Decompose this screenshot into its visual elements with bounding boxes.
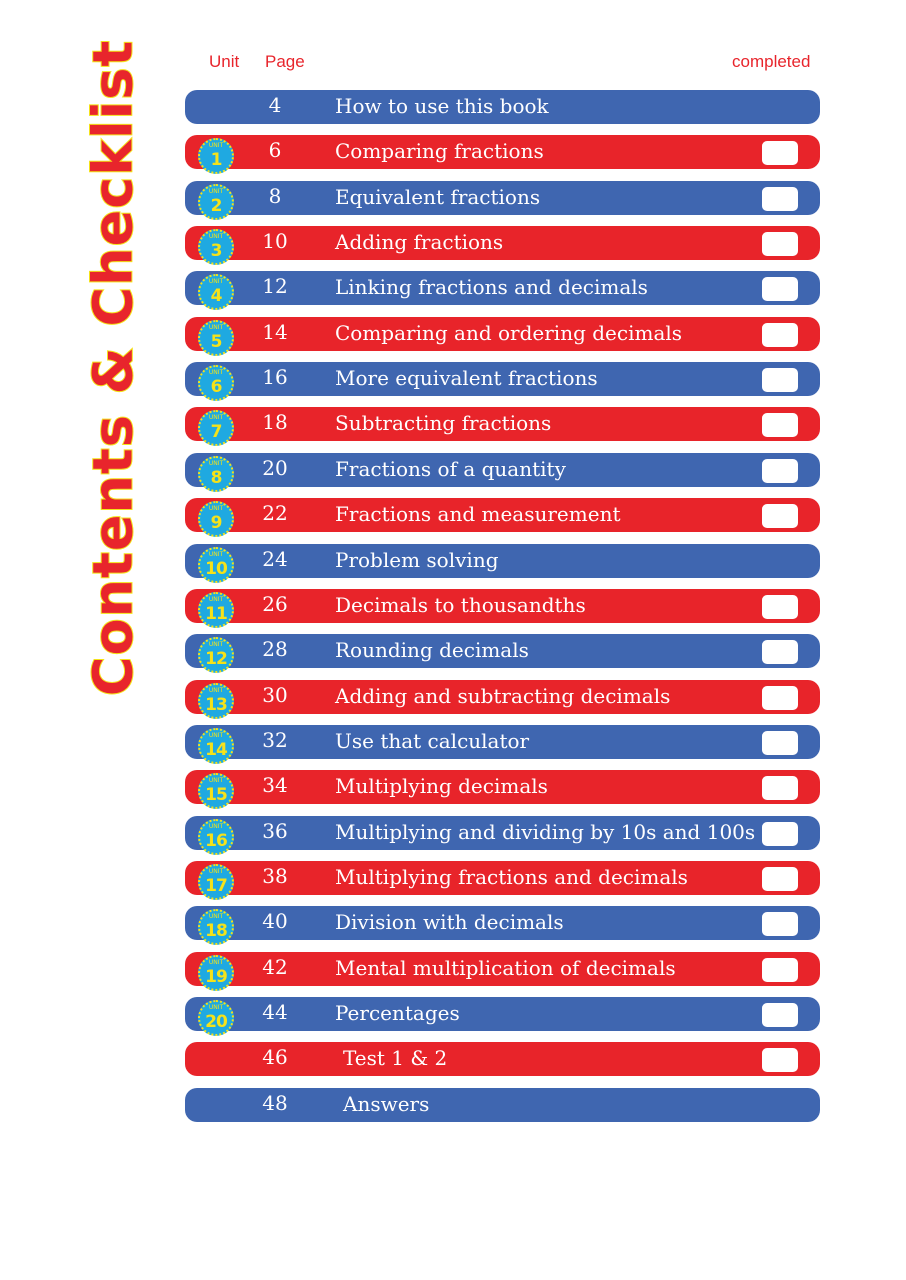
contents-row [185, 997, 820, 1031]
unit-badge-word: UNIT [208, 233, 224, 240]
section-title: Adding and subtracting decimals [335, 684, 671, 708]
unit-badge [198, 547, 234, 583]
unit-number: 1 [210, 150, 222, 170]
unit-number: 3 [210, 241, 222, 261]
unit-badge [198, 320, 234, 356]
completed-checkbox[interactable] [762, 413, 798, 437]
section-title: Subtracting fractions [335, 411, 552, 435]
contents-row [185, 362, 820, 396]
unit-badge [198, 955, 234, 991]
completed-checkbox[interactable] [762, 368, 798, 392]
unit-number: 8 [210, 468, 222, 488]
section-title: Mental multiplication of decimals [335, 956, 676, 980]
completed-checkbox[interactable] [762, 504, 798, 528]
completed-checkbox[interactable] [762, 232, 798, 256]
unit-badge-word: UNIT [208, 414, 224, 421]
page-number: 4 [268, 93, 282, 117]
contents-row [185, 861, 820, 895]
unit-number: 18 [205, 921, 227, 941]
section-title: Test 1 & 2 [343, 1046, 448, 1070]
unit-badge [198, 456, 234, 492]
completed-checkbox[interactable] [762, 912, 798, 936]
page-number: 46 [262, 1045, 288, 1069]
page-number: 12 [262, 274, 288, 298]
section-title: Decimals to thousandths [335, 593, 586, 617]
unit-number: 6 [210, 377, 222, 397]
section-title: Linking fractions and decimals [335, 275, 648, 299]
unit-badge [198, 1000, 234, 1036]
unit-badge-word: UNIT [208, 551, 224, 558]
unit-badge [198, 683, 234, 719]
page-number: 28 [262, 637, 288, 661]
contents-row [185, 544, 820, 578]
contents-row [185, 1088, 820, 1122]
completed-checkbox[interactable] [762, 731, 798, 755]
page-number: 30 [262, 683, 288, 707]
unit-badge-word: UNIT [208, 188, 224, 195]
unit-badge [198, 909, 234, 945]
page-number: 14 [262, 320, 288, 344]
section-title: Fractions of a quantity [335, 457, 566, 481]
completed-checkbox[interactable] [762, 686, 798, 710]
unit-badge [198, 819, 234, 855]
unit-number: 7 [210, 422, 222, 442]
section-title: Percentages [335, 1001, 460, 1025]
unit-number: 15 [205, 785, 227, 805]
completed-checkbox[interactable] [762, 187, 798, 211]
unit-badge-word: UNIT [208, 278, 224, 285]
section-title: Use that calculator [335, 729, 530, 753]
section-title: More equivalent fractions [335, 366, 598, 390]
page-number: 40 [262, 909, 288, 933]
unit-number: 5 [210, 332, 222, 352]
section-title: Comparing fractions [335, 139, 544, 163]
contents-row [185, 90, 820, 124]
contents-row [185, 226, 820, 260]
unit-number: 19 [205, 967, 227, 987]
section-title: Division with decimals [335, 910, 564, 934]
unit-badge-word: UNIT [208, 868, 224, 875]
unit-badge-word: UNIT [208, 732, 224, 739]
unit-badge [198, 773, 234, 809]
unit-badge-word: UNIT [208, 913, 224, 920]
contents-row [185, 453, 820, 487]
contents-row [185, 271, 820, 305]
section-title: Comparing and ordering decimals [335, 321, 683, 345]
unit-badge [198, 184, 234, 220]
page-number: 42 [262, 955, 288, 979]
page-number: 22 [262, 501, 288, 525]
unit-badge [198, 229, 234, 265]
unit-badge-word: UNIT [208, 823, 224, 830]
unit-number: 10 [205, 559, 227, 579]
section-title: Problem solving [335, 548, 499, 572]
unit-badge-word: UNIT [208, 460, 224, 467]
unit-badge-word: UNIT [208, 959, 224, 966]
contents-row [185, 906, 820, 940]
page-number: 36 [262, 819, 288, 843]
section-title: Multiplying fractions and decimals [335, 865, 688, 889]
page-number: 20 [262, 456, 288, 480]
unit-number: 16 [205, 831, 227, 851]
unit-number: 9 [210, 513, 222, 533]
page-number: 32 [262, 728, 288, 752]
page-number: 6 [268, 138, 282, 162]
page-number: 34 [262, 773, 288, 797]
contents-row [185, 317, 820, 351]
contents-row [185, 816, 820, 850]
contents-row [185, 634, 820, 668]
contents-checklist-title: Contents & Checklist [81, 39, 145, 697]
unit-badge [198, 138, 234, 174]
unit-column-header: Unit [209, 52, 240, 71]
unit-badge [198, 501, 234, 537]
unit-badge-word: UNIT [208, 596, 224, 603]
unit-number: 13 [205, 695, 227, 715]
completed-checkbox[interactable] [762, 277, 798, 301]
unit-badge [198, 864, 234, 900]
unit-badge-word: UNIT [208, 1004, 224, 1011]
page-number: 16 [262, 365, 288, 389]
unit-badge-word: UNIT [208, 369, 224, 376]
unit-badge-word: UNIT [208, 324, 224, 331]
completed-checkbox[interactable] [762, 595, 798, 619]
unit-number: 2 [210, 196, 222, 216]
page-number: 38 [262, 864, 288, 888]
completed-checkbox[interactable] [762, 867, 798, 891]
unit-badge [198, 592, 234, 628]
completed-checkbox[interactable] [762, 776, 798, 800]
contents-row [185, 952, 820, 986]
unit-badge [198, 365, 234, 401]
unit-badge-word: UNIT [208, 505, 224, 512]
unit-badge [198, 637, 234, 673]
page-number: 10 [262, 229, 288, 253]
completed-checkbox[interactable] [762, 640, 798, 664]
page-number: 48 [262, 1091, 288, 1115]
unit-badge-word: UNIT [208, 142, 224, 149]
completed-checkbox[interactable] [762, 1003, 798, 1027]
unit-number: 12 [205, 649, 227, 669]
completed-checkbox[interactable] [762, 459, 798, 483]
section-title: Adding fractions [335, 230, 504, 254]
contents-row [185, 770, 820, 804]
contents-row [185, 407, 820, 441]
contents-row [185, 725, 820, 759]
unit-badge [198, 728, 234, 764]
contents-row [185, 135, 820, 169]
unit-number: 17 [205, 876, 227, 896]
section-title: Equivalent fractions [335, 185, 541, 209]
unit-badge-word: UNIT [208, 687, 224, 694]
unit-badge-word: UNIT [208, 641, 224, 648]
page-number: 18 [262, 410, 288, 434]
completed-checkbox[interactable] [762, 822, 798, 846]
completed-checkbox[interactable] [762, 1048, 798, 1072]
unit-number: 11 [205, 604, 227, 624]
unit-badge [198, 274, 234, 310]
page-number: 26 [262, 592, 288, 616]
page-number: 44 [262, 1000, 288, 1024]
section-title: Fractions and measurement [335, 502, 621, 526]
section-title: Multiplying and dividing by 10s and 100s [335, 820, 756, 844]
contents-row [185, 589, 820, 623]
section-title: Rounding decimals [335, 638, 529, 662]
completed-column-header: completed [732, 52, 811, 71]
contents-row [185, 181, 820, 215]
completed-checkbox[interactable] [762, 141, 798, 165]
page-number: 8 [268, 184, 282, 208]
section-title: Multiplying decimals [335, 774, 548, 798]
completed-checkbox[interactable] [762, 323, 798, 347]
unit-number: 4 [210, 286, 222, 306]
contents-row [185, 680, 820, 714]
unit-badge-word: UNIT [208, 777, 224, 784]
contents-row [185, 498, 820, 532]
contents-row [185, 1042, 820, 1076]
page-column-header: Page [265, 52, 305, 71]
page-number: 24 [262, 547, 288, 571]
unit-number: 14 [205, 740, 227, 760]
completed-checkbox[interactable] [762, 958, 798, 982]
unit-badge [198, 410, 234, 446]
section-title: How to use this book [335, 94, 549, 118]
unit-number: 20 [205, 1012, 227, 1032]
section-title: Answers [343, 1092, 430, 1116]
